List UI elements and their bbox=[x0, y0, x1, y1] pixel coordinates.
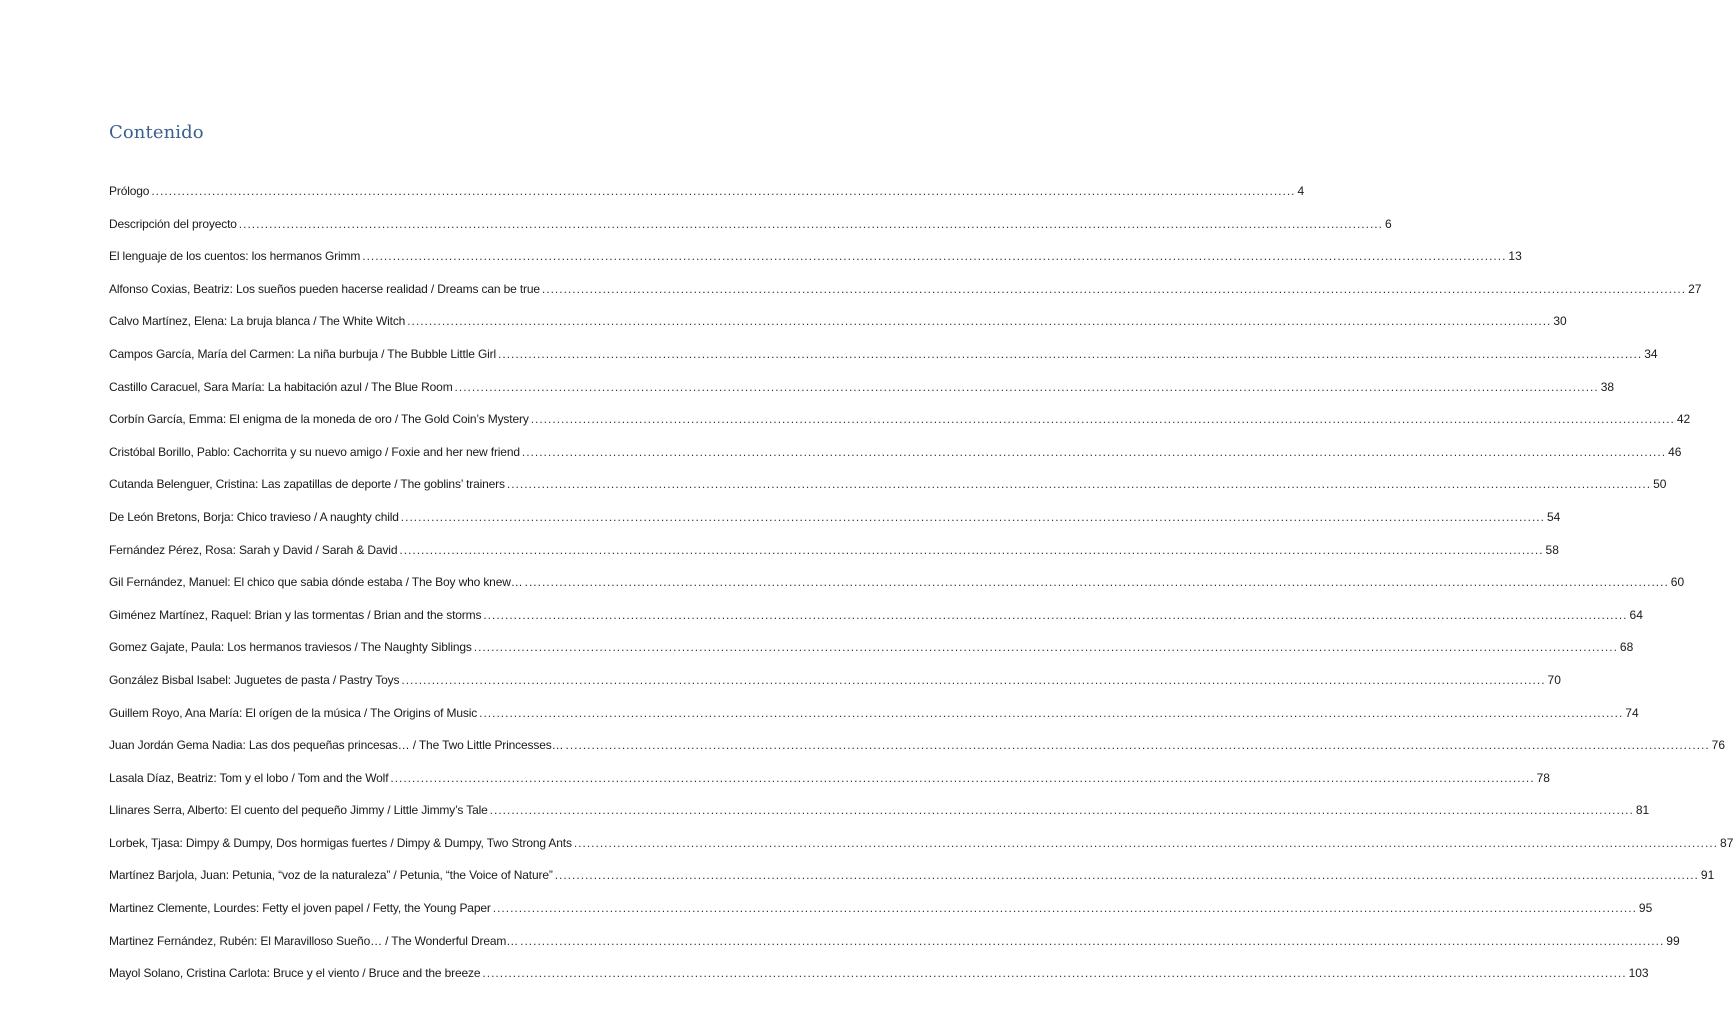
toc-entry[interactable] bbox=[109, 507, 1561, 540]
toc-dot-leader bbox=[390, 768, 1534, 788]
toc-dot-leader bbox=[531, 409, 1675, 429]
toc-dot-leader bbox=[401, 670, 1545, 690]
toc-entry[interactable] bbox=[109, 181, 1305, 214]
toc-entry-title: Giménez Martínez, Raquel: Brian y las tormentas / Brian and the storms bbox=[109, 607, 482, 622]
toc-entry[interactable] bbox=[109, 865, 1715, 898]
toc-dot-leader bbox=[239, 214, 1383, 234]
toc-entry-page-number: 91 bbox=[1700, 868, 1715, 883]
toc-dot-leader bbox=[525, 572, 1669, 592]
toc-entry-title: El lenguaje de los cuentos: los hermanos Grimm bbox=[109, 249, 361, 264]
toc-entry[interactable] bbox=[109, 637, 1634, 670]
toc-entry-page-number: 54 bbox=[1546, 509, 1561, 524]
toc-dot-leader bbox=[479, 703, 1623, 723]
toc-entry-page-number: 70 bbox=[1547, 672, 1561, 687]
toc-entry-title: Prólogo bbox=[109, 184, 150, 198]
toc-dot-leader bbox=[474, 637, 1618, 657]
toc-entry-page-number: 38 bbox=[1600, 379, 1615, 394]
toc-entry-page-number: 6 bbox=[1384, 216, 1392, 231]
toc-dot-leader bbox=[507, 474, 1651, 494]
toc-entry-page-number: 4 bbox=[1297, 184, 1305, 198]
toc-entry-title: Lorbek, Tjasa: Dimpy & Dumpy, Dos hormigas fuertes / Dimpy & Dumpy, Two Strong Ants bbox=[109, 835, 572, 850]
toc-entry[interactable] bbox=[109, 279, 1702, 312]
toc-dot-leader bbox=[520, 931, 1664, 951]
toc-entry[interactable] bbox=[109, 214, 1392, 247]
toc-entry[interactable] bbox=[109, 931, 1680, 964]
toc-entry-page-number: 87 bbox=[1720, 835, 1733, 850]
toc-entry-title: Gil Fernández, Manuel: El chico que sabia dónde estaba / The Boy who knew… bbox=[109, 575, 523, 590]
toc-dot-leader bbox=[407, 311, 1551, 331]
toc-entry-title: Martinez Clemente, Lourdes: Fetty el joven papel / Fetty, the Young Paper bbox=[109, 901, 491, 916]
toc-entry-page-number: 95 bbox=[1638, 901, 1653, 916]
toc-dot-leader bbox=[490, 800, 1634, 820]
toc-entry-page-number: 78 bbox=[1536, 770, 1550, 785]
toc-dot-leader bbox=[522, 442, 1666, 462]
toc-entry-page-number: 64 bbox=[1629, 607, 1643, 622]
toc-entry-title: Castillo Caracuel, Sara María: La habitación azul / The Blue Room bbox=[109, 379, 453, 394]
toc-entry[interactable] bbox=[109, 670, 1561, 703]
toc-entry-page-number: 46 bbox=[1668, 444, 1682, 459]
toc-entry-page-number: 74 bbox=[1625, 705, 1639, 720]
toc-entry-title: Cutanda Belenguer, Cristina: Las zapatillas de deporte / The goblins’ trainers bbox=[109, 477, 505, 492]
toc-entry[interactable] bbox=[109, 246, 1522, 279]
toc-entry[interactable] bbox=[109, 540, 1559, 573]
toc-entry-title: Martinez Fernández, Rubén: El Maravilloso Sueño… / The Wonderful Dream… bbox=[109, 933, 519, 948]
toc-dot-leader bbox=[399, 540, 1543, 560]
toc-heading: Contenido bbox=[109, 122, 204, 143]
toc-entry-title: Gomez Gajate, Paula: Los hermanos traviesos / The Naughty Siblings bbox=[109, 640, 472, 655]
toc-entry-title: Corbín García, Emma: El enigma de la moneda de oro / The Gold Coin’s Mystery bbox=[109, 412, 529, 427]
toc-entry-page-number: 50 bbox=[1653, 477, 1667, 492]
toc-entry[interactable] bbox=[109, 768, 1550, 801]
toc-entry[interactable] bbox=[109, 409, 1691, 442]
toc-entry-page-number: 34 bbox=[1644, 346, 1658, 361]
toc-entry[interactable] bbox=[109, 703, 1639, 736]
toc-entry-title: Juan Jordán Gema Nadia: Las dos pequeñas princesas… / The Two Little Princesses… bbox=[109, 738, 564, 753]
toc-entry-title: Campos García, María del Carmen: La niña burbuja / The Bubble Little Girl bbox=[109, 346, 497, 361]
toc-entry[interactable] bbox=[109, 311, 1567, 344]
toc-entry-page-number: 68 bbox=[1619, 640, 1634, 655]
toc-dot-leader bbox=[498, 344, 1642, 364]
toc-entry-page-number: 103 bbox=[1628, 966, 1649, 981]
toc-dot-leader bbox=[483, 605, 1627, 625]
toc-dot-leader bbox=[542, 279, 1686, 299]
toc-dot-leader bbox=[574, 833, 1718, 853]
toc-list bbox=[109, 181, 1733, 996]
toc-entry-page-number: 27 bbox=[1688, 281, 1702, 296]
toc-entry-title: Fernández Pérez, Rosa: Sarah y David / Sarah & David bbox=[109, 542, 398, 557]
toc-entry[interactable] bbox=[109, 833, 1733, 866]
toc-entry-title: De León Bretons, Borja: Chico travieso / A naughty child bbox=[109, 509, 399, 524]
toc-entry[interactable] bbox=[109, 605, 1643, 638]
toc-entry[interactable] bbox=[109, 800, 1650, 833]
toc-entry[interactable] bbox=[109, 963, 1649, 996]
toc-entry[interactable] bbox=[109, 572, 1685, 605]
toc-entry-page-number: 30 bbox=[1553, 314, 1567, 329]
toc-entry-title: Cristóbal Borillo, Pablo: Cachorrita y su nuevo amigo / Foxie and her new friend bbox=[109, 444, 520, 459]
toc-entry-page-number: 81 bbox=[1635, 803, 1650, 818]
toc-entry[interactable] bbox=[109, 735, 1726, 768]
toc-dot-leader bbox=[493, 898, 1637, 918]
toc-entry[interactable] bbox=[109, 442, 1682, 475]
toc-entry-title: Alfonso Coxias, Beatriz: Los sueños pueden hacerse realidad / Dreams can be true bbox=[109, 281, 540, 296]
toc-entry-page-number: 58 bbox=[1545, 542, 1559, 557]
toc-entry-title: Lasala Díaz, Beatriz: Tom y el lobo / Tom and the Wolf bbox=[109, 770, 389, 785]
toc-entry-title: Descripción del proyecto bbox=[109, 216, 237, 231]
toc-entry-page-number: 60 bbox=[1670, 575, 1685, 590]
toc-entry-title: Calvo Martínez, Elena: La bruja blanca / The White Witch bbox=[109, 314, 406, 329]
toc-dot-leader bbox=[362, 246, 1506, 266]
toc-dot-leader bbox=[482, 963, 1626, 983]
toc-entry[interactable] bbox=[109, 898, 1653, 931]
toc-entry-page-number: 42 bbox=[1676, 412, 1691, 427]
toc-entry-title: Mayol Solano, Cristina Carlota: Bruce y el viento / Bruce and the breeze bbox=[109, 966, 481, 981]
toc-entry-title: González Bisbal Isabel: Juguetes de pasta / Pastry Toys bbox=[109, 672, 400, 687]
toc-entry[interactable] bbox=[109, 344, 1658, 377]
toc-dot-leader bbox=[565, 735, 1709, 755]
toc-dot-leader bbox=[555, 865, 1699, 885]
toc-dot-leader bbox=[151, 181, 1295, 201]
toc-entry-title: Llinares Serra, Alberto: El cuento del pequeño Jimmy / Little Jimmy’s Tale bbox=[109, 803, 488, 818]
toc-dot-leader bbox=[401, 507, 1545, 527]
toc-entry-page-number: 76 bbox=[1711, 738, 1726, 753]
toc-dot-leader bbox=[455, 377, 1599, 397]
toc-entry[interactable] bbox=[109, 377, 1615, 410]
toc-entry-title: Guillem Royo, Ana María: El orígen de la música / The Origins of Music bbox=[109, 705, 478, 720]
toc-entry-title: Martínez Barjola, Juan: Petunia, “voz de la naturaleza” / Petunia, “the Voice of Nature” bbox=[109, 868, 553, 883]
toc-entry[interactable] bbox=[109, 474, 1667, 507]
toc-entry-page-number: 13 bbox=[1508, 249, 1522, 264]
toc-entry-page-number: 99 bbox=[1666, 933, 1680, 948]
